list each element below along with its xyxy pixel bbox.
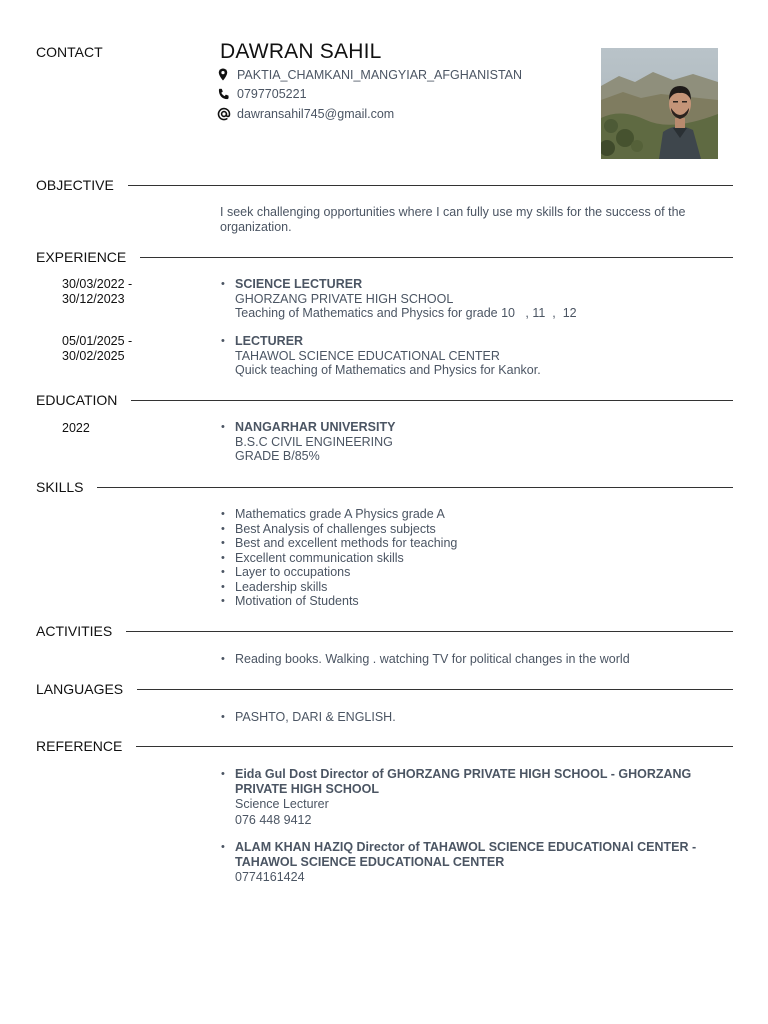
section-title: EDUCATION [36, 392, 118, 408]
experience-heading [36, 247, 733, 267]
reference-name: • ALAM KHAN HAZIQ Director of TAHAWOL SCIENCE EDUCATIONAl CENTER - TAHAWOL SCIENCE EDUCATIONAL CENTER [235, 840, 697, 869]
list-item [220, 767, 732, 827]
section-divider [128, 185, 733, 186]
list-item: • Excellent communication skills [220, 551, 732, 566]
section-title: SKILLS [36, 479, 84, 495]
languages-heading [36, 679, 733, 699]
profile-photo [601, 48, 718, 159]
phone-icon [217, 88, 237, 101]
list-item: • Leadership skills [220, 580, 732, 595]
section-title: ACTIVITIES [36, 623, 113, 639]
experience-entry [220, 334, 732, 378]
reference-heading [36, 736, 733, 756]
experience-date: 30/03/2022 - 30/12/2023 [62, 277, 133, 306]
section-divider [140, 257, 733, 258]
section-divider [126, 631, 733, 632]
section-title: REFERENCE [36, 738, 123, 754]
list-item [220, 420, 732, 464]
employer: TAHAWOL SCIENCE EDUCATIONAL CENTER [235, 348, 500, 363]
reference-phone: 0774161424 [235, 870, 305, 884]
reference-entry [220, 767, 732, 827]
skills-heading [36, 477, 733, 497]
list-item: • Best Analysis of challenges subjects [220, 522, 732, 537]
list-item: • Mathematics grade A Physics grade A [220, 507, 732, 522]
activities-heading [36, 621, 733, 641]
employer: GHORZANG PRIVATE HIGH SCHOOL [235, 291, 454, 306]
skills-list [220, 507, 732, 609]
grade: GRADE B/85% [235, 449, 320, 463]
contact-label: CONTACT [36, 44, 103, 60]
education-heading [36, 390, 733, 410]
experience-entry [220, 277, 732, 321]
section-divider [97, 487, 733, 488]
experience-date: 05/01/2025 - 30/02/2025 [62, 334, 133, 363]
job-title: • SCIENCE LECTURER [235, 277, 363, 291]
address-row [217, 65, 522, 85]
location-pin-icon [217, 68, 237, 81]
section-divider [136, 746, 733, 747]
section-title: EXPERIENCE [36, 249, 127, 265]
section-divider [131, 400, 733, 401]
objective-heading [36, 175, 733, 195]
section-title: OBJECTIVE [36, 177, 114, 193]
list-item [220, 334, 732, 378]
address-text: PAKTIA_CHAMKANI_MANGYIAR_AFGHANISTAN [237, 67, 523, 82]
list-item [220, 840, 732, 885]
list-item: • PASHTO, DARI & ENGLISH. [220, 710, 732, 725]
reference-entry [220, 840, 732, 885]
email-link[interactable]: dawransahil745@gmail.com [237, 106, 395, 121]
university-name: • NANGARHAR UNIVERSITY [235, 420, 396, 434]
phone-text[interactable]: 0797705221 [237, 87, 307, 102]
job-description: Quick teaching of Mathematics and Physics for Kankor. [235, 363, 541, 377]
at-sign-icon [217, 107, 237, 121]
list-item: • Layer to occupations [220, 565, 732, 580]
section-divider [137, 689, 733, 690]
email-row [217, 104, 522, 124]
job-title: • LECTURER [235, 334, 304, 348]
objective-text: I seek challenging opportunities where I can fully use my skills for the success of the organization. [220, 205, 686, 234]
reference-role: Science Lecturer [235, 797, 329, 811]
degree: B.S.C CIVIL ENGINEERING [235, 434, 393, 449]
education-year: 2022 [62, 421, 90, 435]
reference-phone: 076 448 9412 [235, 812, 312, 827]
person-name: DAWRAN SAHIL [220, 40, 382, 63]
list-item: • Motivation of Students [220, 594, 732, 609]
languages-list [220, 710, 732, 725]
education-entry [220, 420, 732, 464]
list-item: • Best and excellent methods for teaching [220, 536, 732, 551]
phone-row [217, 85, 522, 105]
list-item [220, 277, 732, 321]
contact-details [217, 65, 522, 124]
reference-name: • Eida Gul Dost Director of GHORZANG PRIVATE HIGH SCHOOL - GHORZANG PRIVATE HIGH SCHOOL [235, 767, 692, 796]
job-description: Teaching of Mathematics and Physics for grade 10 , 11 , 12 [235, 306, 577, 320]
activities-list [220, 652, 732, 667]
list-item: • Reading books. Walking . watching TV for political changes in the world [220, 652, 732, 667]
section-title: LANGUAGES [36, 681, 124, 697]
